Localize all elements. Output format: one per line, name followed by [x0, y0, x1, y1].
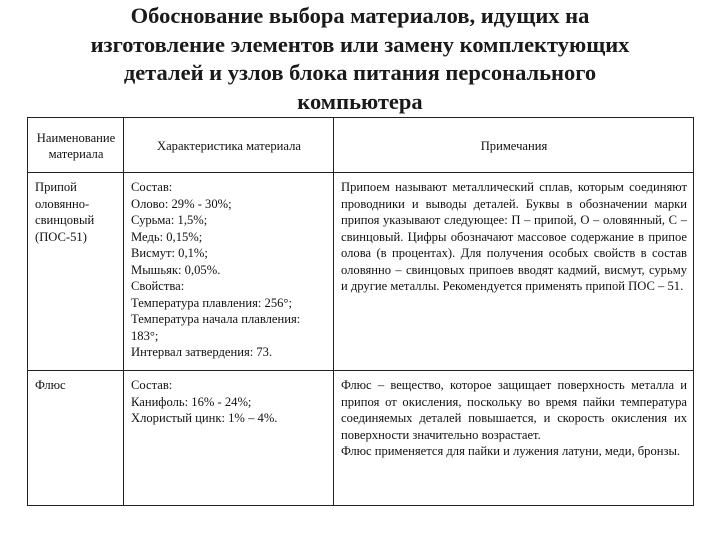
characteristics-cell: [124, 371, 334, 506]
title-line: изготовление элементов или замену комплектующих: [90, 31, 630, 57]
text-line: оловянно-: [35, 196, 90, 211]
table-row: [28, 371, 694, 506]
text-line: Висмут: 0,1%;: [131, 246, 208, 260]
text-line: свинцовый: [35, 213, 95, 227]
text-line: Интервал затвердения: 73.: [131, 345, 273, 359]
text-line: Канифоль: 16% - 24%;: [131, 394, 252, 409]
page-title: [0, 2, 720, 117]
characteristics-cell: [124, 173, 334, 371]
materials-table: [27, 117, 694, 506]
text-line: Температура плавления: 256°;: [131, 295, 292, 310]
text-line: Состав:: [131, 378, 173, 392]
header-notes: Примечания: [334, 118, 694, 173]
header-characteristics: Характеристика материала: [124, 118, 334, 173]
text-line: Температура начала плавления: 183°;: [131, 312, 301, 343]
text-line: Припой: [35, 180, 77, 194]
title-line: компьютера: [297, 89, 423, 115]
text-paragraph: Флюс применяется для пайки и лужения латуни, меди, бронзы.: [341, 444, 681, 458]
header-material-name: Наименование материала: [28, 118, 124, 173]
text-line: Свойства:: [131, 279, 185, 293]
text-line: Флюс: [35, 378, 66, 392]
material-name-cell: [28, 173, 124, 371]
text-paragraph: Припоем называют металлический сплав, которым соединяют проводники и выводы деталей. Буквы в обозначении марки припоя указывают следующее: П – припой, О – оловянный, С – свинцовый. Цифры обозначают массовое содержание в припое олова (в процентах). Для получения особых свойств в состав оловянно – свинцовых припоев вводят кадмий, висмут, сурьму и другие металлы. Рекомендуется применять припой ПОС – 51.: [341, 180, 687, 293]
text-paragraph: Флюс – вещество, которое защищает поверхность металла и припоя от окисления, поскольку во время пайки температура соединяемых деталей повышается, и скорость окисления их поверхности значительно возрастает.: [341, 378, 687, 442]
text-line: Мышьяк: 0,05%.: [131, 262, 221, 277]
text-line: Состав:: [131, 180, 173, 194]
material-name-cell: [28, 371, 124, 506]
title-line: Обоснование выбора материалов, идущих на: [130, 3, 590, 28]
text-line: (ПОС-51): [35, 229, 87, 244]
notes-cell: [334, 371, 694, 506]
text-line: Хлористый цинк: 1% – 4%.: [131, 411, 278, 425]
table-row: [28, 173, 694, 371]
table-header-row: [28, 118, 694, 173]
notes-cell: [334, 173, 694, 371]
text-line: Сурьма: 1,5%;: [131, 213, 208, 227]
text-line: Олово: 29% - 30%;: [131, 196, 232, 211]
text-line: Медь: 0,15%;: [131, 229, 203, 244]
title-line: деталей и узлов блока питания персонального: [123, 60, 597, 86]
